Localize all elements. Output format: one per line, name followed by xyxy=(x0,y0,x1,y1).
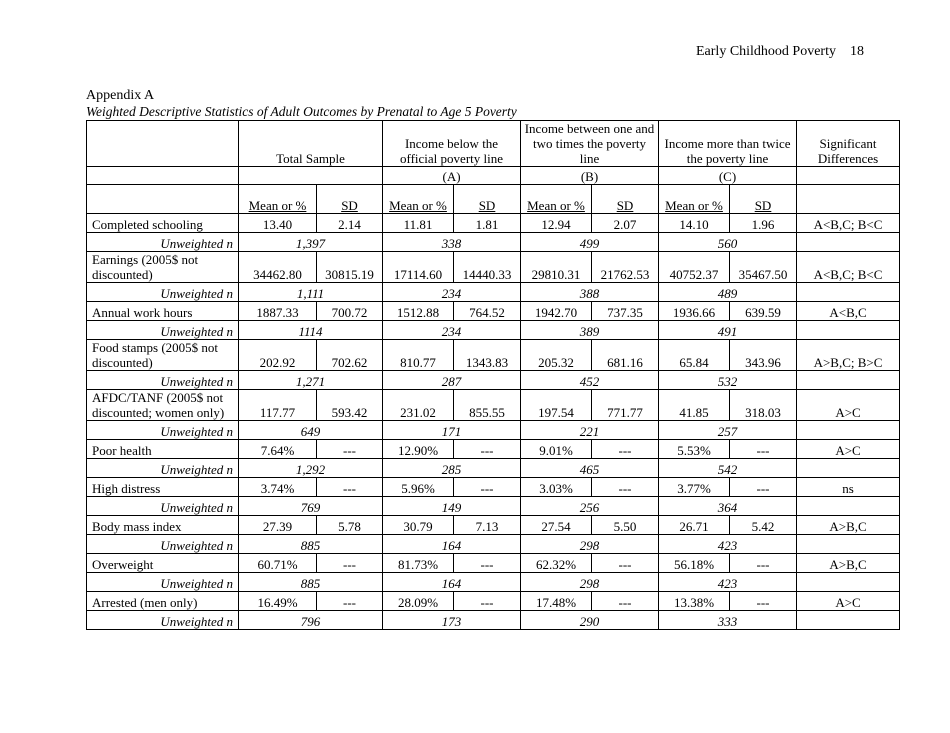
sd-cell: 702.62 xyxy=(317,340,383,371)
corner-cell xyxy=(87,121,239,167)
sig-header: Significant Differences xyxy=(797,121,900,167)
mean-cell: 810.77 xyxy=(383,340,454,371)
mean-cell: 27.54 xyxy=(521,516,592,535)
sd-cell: 1343.83 xyxy=(454,340,521,371)
sd-cell: --- xyxy=(317,592,383,611)
unweighted-n-value: 499 xyxy=(521,233,659,252)
sd-cell: 343.96 xyxy=(730,340,797,371)
sd-cell: 1.81 xyxy=(454,214,521,233)
unweighted-n-row xyxy=(87,233,900,252)
mean-cell: 27.39 xyxy=(239,516,317,535)
unweighted-n-label: Unweighted n xyxy=(87,573,239,592)
mean-cell: 231.02 xyxy=(383,390,454,421)
sd-cell: --- xyxy=(317,554,383,573)
unweighted-n-label: Unweighted n xyxy=(87,233,239,252)
mean-cell: 197.54 xyxy=(521,390,592,421)
unweighted-n-value: 257 xyxy=(659,421,797,440)
sd-cell: --- xyxy=(454,592,521,611)
sd-cell: 764.52 xyxy=(454,302,521,321)
empty-cell xyxy=(797,283,900,302)
sig-cell: A>C xyxy=(797,440,900,459)
mean-cell: 14.10 xyxy=(659,214,730,233)
mean-cell: 41.85 xyxy=(659,390,730,421)
running-header xyxy=(696,44,864,60)
unweighted-n-row xyxy=(87,535,900,554)
sd-cell: --- xyxy=(592,554,659,573)
col-mean-total: Mean or % xyxy=(239,185,317,214)
sd-cell: 639.59 xyxy=(730,302,797,321)
sd-cell: 2.07 xyxy=(592,214,659,233)
table-body xyxy=(87,214,900,630)
mean-cell: 3.74% xyxy=(239,478,317,497)
unweighted-n-value: 769 xyxy=(239,497,383,516)
mean-cell: 1887.33 xyxy=(239,302,317,321)
group-letter-c: (C) xyxy=(659,167,797,185)
unweighted-n-value: 796 xyxy=(239,611,383,630)
group-title-total: Total Sample xyxy=(239,121,383,167)
sig-cell: A>B,C xyxy=(797,516,900,535)
unweighted-n-label: Unweighted n xyxy=(87,611,239,630)
sd-cell: 21762.53 xyxy=(592,252,659,283)
column-header-row xyxy=(87,185,900,214)
mean-cell: 5.96% xyxy=(383,478,454,497)
unweighted-n-value: 234 xyxy=(383,321,521,340)
mean-cell: 205.32 xyxy=(521,340,592,371)
unweighted-n-value: 221 xyxy=(521,421,659,440)
sig-cell: A<B,C; B<C xyxy=(797,252,900,283)
sig-cell: A>C xyxy=(797,390,900,421)
table-row xyxy=(87,592,900,611)
unweighted-n-value: 364 xyxy=(659,497,797,516)
unweighted-n-value: 256 xyxy=(521,497,659,516)
sig-cell: A>C xyxy=(797,592,900,611)
col-sd-b: SD xyxy=(592,185,659,214)
mean-cell: 26.71 xyxy=(659,516,730,535)
col-sd-a: SD xyxy=(454,185,521,214)
unweighted-n-row xyxy=(87,459,900,478)
mean-cell: 28.09% xyxy=(383,592,454,611)
unweighted-n-value: 149 xyxy=(383,497,521,516)
table-row xyxy=(87,440,900,459)
sd-cell: --- xyxy=(592,440,659,459)
sd-cell: --- xyxy=(317,478,383,497)
unweighted-n-label: Unweighted n xyxy=(87,371,239,390)
unweighted-n-value: 491 xyxy=(659,321,797,340)
mean-cell: 1936.66 xyxy=(659,302,730,321)
table-caption: Weighted Descriptive Statistics of Adult Outcomes by Prenatal to Age 5 Poverty xyxy=(86,104,517,119)
running-title: Early Childhood Poverty xyxy=(696,44,836,59)
sd-cell: 30815.19 xyxy=(317,252,383,283)
sd-cell: --- xyxy=(730,440,797,459)
empty-cell xyxy=(797,497,900,516)
unweighted-n-label: Unweighted n xyxy=(87,421,239,440)
empty-cell xyxy=(797,573,900,592)
mean-cell: 7.64% xyxy=(239,440,317,459)
mean-cell: 34462.80 xyxy=(239,252,317,283)
mean-cell: 3.77% xyxy=(659,478,730,497)
mean-cell: 17114.60 xyxy=(383,252,454,283)
empty-cell xyxy=(797,535,900,554)
sd-cell: 1.96 xyxy=(730,214,797,233)
unweighted-n-value: 1114 xyxy=(239,321,383,340)
empty-cell xyxy=(797,233,900,252)
mean-cell: 202.92 xyxy=(239,340,317,371)
sd-cell: 593.42 xyxy=(317,390,383,421)
unweighted-n-value: 287 xyxy=(383,371,521,390)
unweighted-n-value: 1,292 xyxy=(239,459,383,478)
unweighted-n-value: 285 xyxy=(383,459,521,478)
sd-cell: 700.72 xyxy=(317,302,383,321)
col-mean-c: Mean or % xyxy=(659,185,730,214)
sd-cell: 771.77 xyxy=(592,390,659,421)
mean-cell: 9.01% xyxy=(521,440,592,459)
unweighted-n-value: 489 xyxy=(659,283,797,302)
table-row xyxy=(87,340,900,371)
row-label: Body mass index xyxy=(87,516,239,535)
mean-cell: 40752.37 xyxy=(659,252,730,283)
col-mean-a: Mean or % xyxy=(383,185,454,214)
row-label: Arrested (men only) xyxy=(87,592,239,611)
sd-cell: 5.42 xyxy=(730,516,797,535)
group-letter-row xyxy=(87,167,900,185)
sd-cell: 318.03 xyxy=(730,390,797,421)
sig-cell: ns xyxy=(797,478,900,497)
sd-cell: 7.13 xyxy=(454,516,521,535)
col-sd-total: SD xyxy=(317,185,383,214)
mean-cell: 81.73% xyxy=(383,554,454,573)
unweighted-n-value: 885 xyxy=(239,573,383,592)
sd-cell: 737.35 xyxy=(592,302,659,321)
col-sd-c: SD xyxy=(730,185,797,214)
mean-cell: 56.18% xyxy=(659,554,730,573)
row-label: Food stamps (2005$ not discounted) xyxy=(87,340,239,371)
row-label: AFDC/TANF (2005$ not discounted; women only) xyxy=(87,390,239,421)
unweighted-n-value: 164 xyxy=(383,573,521,592)
sd-cell: --- xyxy=(454,478,521,497)
col-mean-b: Mean or % xyxy=(521,185,592,214)
row-label: Overweight xyxy=(87,554,239,573)
empty-cell xyxy=(797,459,900,478)
table-row xyxy=(87,390,900,421)
empty-cell xyxy=(797,371,900,390)
row-label: High distress xyxy=(87,478,239,497)
sig-cell: A<B,C xyxy=(797,302,900,321)
unweighted-n-value: 1,397 xyxy=(239,233,383,252)
group-title-c: Income more than twice the poverty line xyxy=(659,121,797,167)
table-row xyxy=(87,302,900,321)
sd-cell: --- xyxy=(317,440,383,459)
table-row xyxy=(87,252,900,283)
unweighted-n-label: Unweighted n xyxy=(87,535,239,554)
group-title-a: Income below the official poverty line xyxy=(383,121,521,167)
group-title-b: Income between one and two times the poverty line xyxy=(521,121,659,167)
sd-cell: 5.78 xyxy=(317,516,383,535)
unweighted-n-row xyxy=(87,371,900,390)
mean-cell: 17.48% xyxy=(521,592,592,611)
sd-cell: --- xyxy=(592,592,659,611)
row-label: Earnings (2005$ not discounted) xyxy=(87,252,239,283)
unweighted-n-value: 389 xyxy=(521,321,659,340)
unweighted-n-value: 542 xyxy=(659,459,797,478)
mean-cell: 65.84 xyxy=(659,340,730,371)
sd-cell: 2.14 xyxy=(317,214,383,233)
table-row xyxy=(87,554,900,573)
appendix-label: Appendix A xyxy=(86,88,155,103)
unweighted-n-value: 173 xyxy=(383,611,521,630)
mean-cell: 11.81 xyxy=(383,214,454,233)
unweighted-n-value: 290 xyxy=(521,611,659,630)
sd-cell: 14440.33 xyxy=(454,252,521,283)
group-letter-a: (A) xyxy=(383,167,521,185)
mean-cell: 62.32% xyxy=(521,554,592,573)
unweighted-n-row xyxy=(87,497,900,516)
sd-cell: 855.55 xyxy=(454,390,521,421)
row-label: Annual work hours xyxy=(87,302,239,321)
sig-cell: A>B,C xyxy=(797,554,900,573)
sd-cell: 681.16 xyxy=(592,340,659,371)
mean-cell: 1512.88 xyxy=(383,302,454,321)
unweighted-n-value: 423 xyxy=(659,573,797,592)
unweighted-n-value: 1,271 xyxy=(239,371,383,390)
sig-cell: A>B,C; B>C xyxy=(797,340,900,371)
unweighted-n-row xyxy=(87,283,900,302)
unweighted-n-value: 298 xyxy=(521,535,659,554)
mean-cell: 30.79 xyxy=(383,516,454,535)
unweighted-n-label: Unweighted n xyxy=(87,283,239,302)
unweighted-n-value: 885 xyxy=(239,535,383,554)
unweighted-n-label: Unweighted n xyxy=(87,497,239,516)
sd-cell: --- xyxy=(454,554,521,573)
unweighted-n-label: Unweighted n xyxy=(87,321,239,340)
sd-cell: --- xyxy=(730,592,797,611)
sd-cell: 5.50 xyxy=(592,516,659,535)
unweighted-n-value: 333 xyxy=(659,611,797,630)
page-number: 18 xyxy=(850,44,864,59)
mean-cell: 3.03% xyxy=(521,478,592,497)
table-row xyxy=(87,214,900,233)
mean-cell: 13.40 xyxy=(239,214,317,233)
mean-cell: 29810.31 xyxy=(521,252,592,283)
unweighted-n-value: 338 xyxy=(383,233,521,252)
group-letter-total xyxy=(239,167,383,185)
mean-cell: 13.38% xyxy=(659,592,730,611)
unweighted-n-value: 452 xyxy=(521,371,659,390)
unweighted-n-value: 171 xyxy=(383,421,521,440)
sd-cell: --- xyxy=(592,478,659,497)
unweighted-n-value: 649 xyxy=(239,421,383,440)
group-header-row xyxy=(87,121,900,167)
mean-cell: 12.90% xyxy=(383,440,454,459)
mean-cell: 117.77 xyxy=(239,390,317,421)
table-row xyxy=(87,478,900,497)
unweighted-n-label: Unweighted n xyxy=(87,459,239,478)
unweighted-n-value: 560 xyxy=(659,233,797,252)
sd-cell: --- xyxy=(730,478,797,497)
unweighted-n-row xyxy=(87,611,900,630)
mean-cell: 1942.70 xyxy=(521,302,592,321)
sd-cell: --- xyxy=(454,440,521,459)
empty-cell xyxy=(797,321,900,340)
empty-cell xyxy=(797,611,900,630)
row-label: Completed schooling xyxy=(87,214,239,233)
table-row xyxy=(87,516,900,535)
unweighted-n-value: 234 xyxy=(383,283,521,302)
mean-cell: 5.53% xyxy=(659,440,730,459)
unweighted-n-value: 423 xyxy=(659,535,797,554)
unweighted-n-value: 388 xyxy=(521,283,659,302)
group-letter-b: (B) xyxy=(521,167,659,185)
unweighted-n-value: 532 xyxy=(659,371,797,390)
sd-cell: 35467.50 xyxy=(730,252,797,283)
empty-cell xyxy=(797,421,900,440)
unweighted-n-value: 1,111 xyxy=(239,283,383,302)
unweighted-n-row xyxy=(87,573,900,592)
unweighted-n-value: 465 xyxy=(521,459,659,478)
unweighted-n-row xyxy=(87,421,900,440)
row-label: Poor health xyxy=(87,440,239,459)
unweighted-n-value: 164 xyxy=(383,535,521,554)
mean-cell: 16.49% xyxy=(239,592,317,611)
mean-cell: 60.71% xyxy=(239,554,317,573)
statistics-table xyxy=(86,120,900,630)
sd-cell: --- xyxy=(730,554,797,573)
mean-cell: 12.94 xyxy=(521,214,592,233)
unweighted-n-value: 298 xyxy=(521,573,659,592)
unweighted-n-row xyxy=(87,321,900,340)
sig-cell: A<B,C; B<C xyxy=(797,214,900,233)
